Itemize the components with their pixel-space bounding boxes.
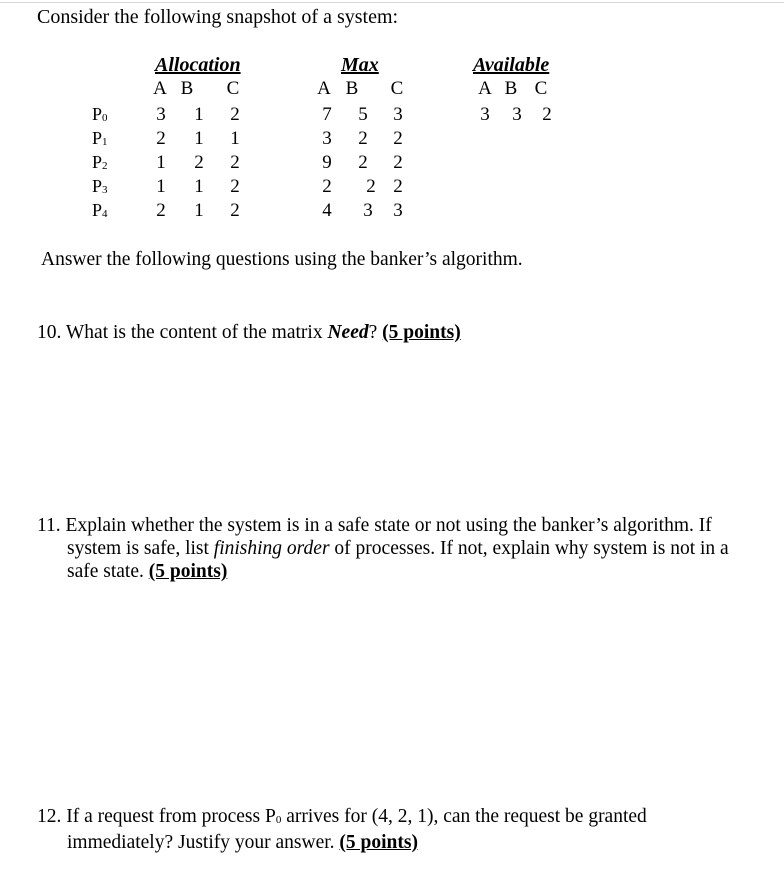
top-border-line <box>0 2 784 3</box>
points-label: (5 points) <box>339 832 418 853</box>
max-cell: 9 <box>322 152 332 173</box>
process-label-p1: $P_1$ <box>92 128 108 148</box>
allocation-cell: 2 <box>194 152 204 173</box>
allocation-header: Allocation <box>155 54 241 76</box>
process-label-p4: $P_4$ <box>92 200 108 220</box>
instruction-text: Answer the following questions using the banker’s algorithm. <box>41 249 523 270</box>
process-label-p0: $P_0$ <box>92 104 108 124</box>
intro-text: Consider the following snapshot of a system: <box>37 6 399 28</box>
available-cell: 2 <box>542 104 552 125</box>
max-cell: 4 <box>322 200 332 221</box>
max-cell: 2 <box>358 128 368 149</box>
available-cell: 3 <box>480 104 490 125</box>
allocation-col-a: A <box>153 78 167 99</box>
allocation-cell: 2 <box>230 152 240 173</box>
max-cell: 3 <box>393 104 403 125</box>
max-cell: 7 <box>322 104 332 125</box>
process-label-p3: $P_3$ <box>92 176 108 196</box>
available-header: Available <box>473 54 550 76</box>
finishing-order-term: finishing order <box>213 538 330 559</box>
allocation-cell: 1 <box>156 152 166 173</box>
process-label-p2: $P_2$ <box>92 152 108 172</box>
allocation-cell: 1 <box>194 104 204 125</box>
allocation-cell: 3 <box>156 104 166 125</box>
allocation-cell: 2 <box>156 200 166 221</box>
max-cell: 2 <box>366 176 376 197</box>
allocation-cell: 1 <box>194 200 204 221</box>
allocation-col-c: C <box>226 78 240 99</box>
allocation-cell: 2 <box>230 176 240 197</box>
max-cell: 2 <box>393 128 403 149</box>
allocation-cell: 1 <box>156 176 166 197</box>
available-col-c: C <box>534 78 548 99</box>
max-cell: 3 <box>393 200 403 221</box>
question-10: 10. What is the content of the matrix Need? (5 points) <box>37 322 461 343</box>
available-col-a: A <box>478 78 492 99</box>
max-col-a: A <box>317 78 331 99</box>
available-cell: 3 <box>512 104 522 125</box>
need-term: Need <box>327 322 369 343</box>
max-col-c: C <box>390 78 404 99</box>
max-cell: 3 <box>363 200 373 221</box>
points-label: (5 points) <box>382 322 461 343</box>
max-cell: 2 <box>322 176 332 197</box>
question-11: 11. Explain whether the system is in a safe state or not using the banker’s algorithm. If system is safe, list finishing order of processes. If not, explain why system is not in a safe state. (5 points) <box>37 515 729 582</box>
max-cell: 2 <box>393 152 403 173</box>
allocation-cell: 1 <box>194 176 204 197</box>
available-col-b: B <box>504 78 518 99</box>
question-12: 12. If a request from process $P_0$ arrives for (4, 2, 1), can the request be granted immediately? Justify your answer. (5 points) <box>37 806 647 853</box>
max-cell: 2 <box>358 152 368 173</box>
allocation-cell: 1 <box>230 128 240 149</box>
points-label: (5 points) <box>148 561 228 582</box>
max-cell: 5 <box>358 104 368 125</box>
allocation-col-b: B <box>180 78 194 99</box>
allocation-cell: 2 <box>230 200 240 221</box>
allocation-cell: 1 <box>194 128 204 149</box>
allocation-cell: 2 <box>230 104 240 125</box>
allocation-cell: 2 <box>156 128 166 149</box>
max-cell: 2 <box>393 176 403 197</box>
max-header: Max <box>341 54 379 76</box>
max-cell: 3 <box>322 128 332 149</box>
max-col-b: B <box>345 78 359 99</box>
